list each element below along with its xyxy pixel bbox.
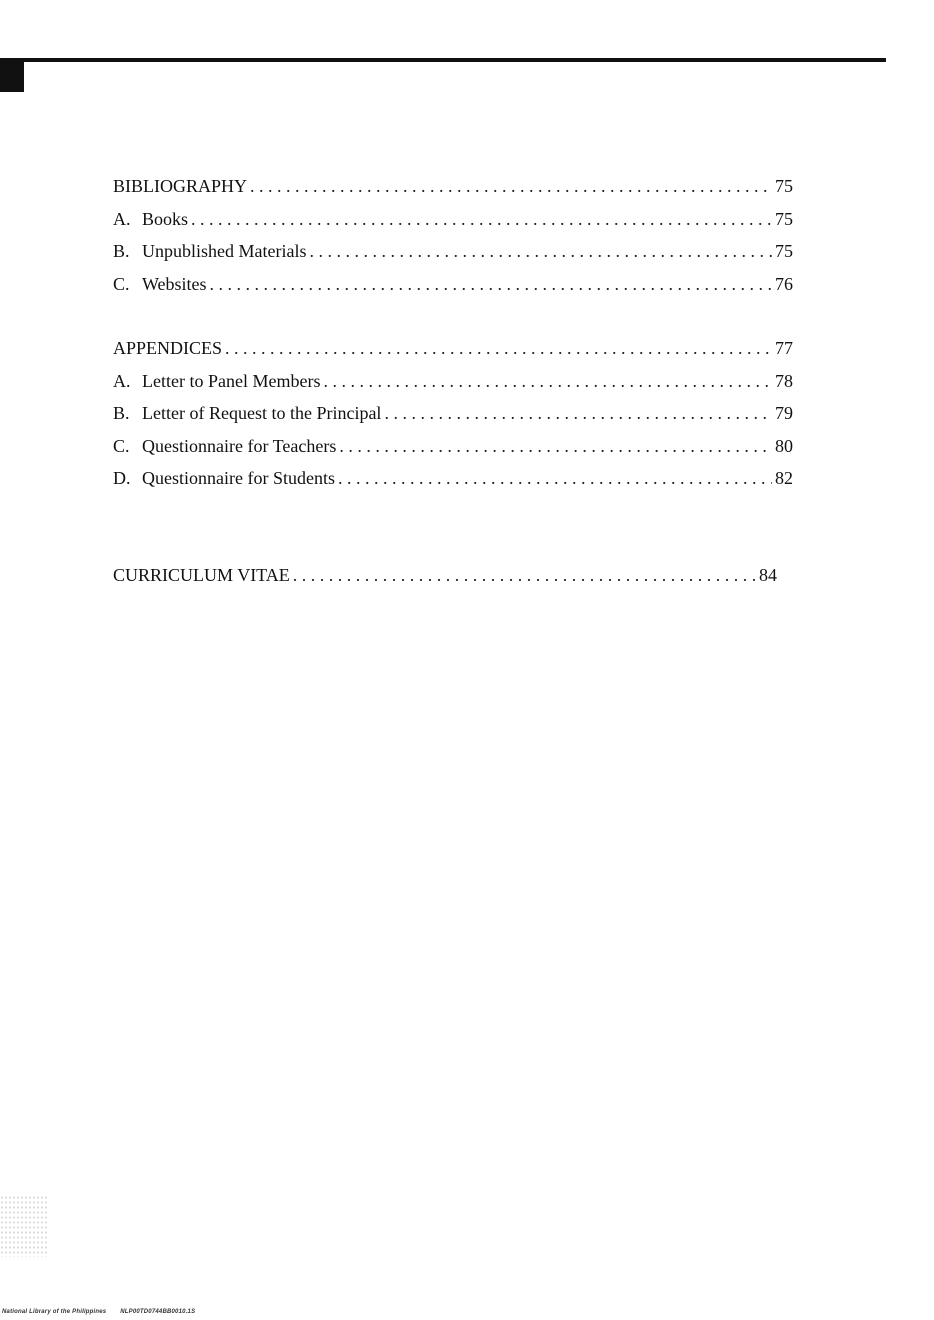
toc-entry-books[interactable] xyxy=(113,203,793,236)
toc-item-prefix: B. xyxy=(113,403,130,423)
toc-entry-unpublished-materials[interactable] xyxy=(113,235,793,268)
section-spacer xyxy=(113,495,793,559)
toc-page-number: 78 xyxy=(775,370,793,391)
toc-item-prefix: C. xyxy=(113,273,130,294)
toc-item-label: Questionnaire for Teachers xyxy=(142,435,337,456)
toc-item-prefix: B. xyxy=(113,241,130,261)
toc-item-label: Letter to Panel Members xyxy=(142,370,321,391)
toc-item-label: Websites xyxy=(142,273,207,294)
toc-item-prefix: A. xyxy=(113,208,131,229)
scan-corner-mark xyxy=(0,58,24,92)
toc-item-label: Unpublished Materials xyxy=(142,241,307,261)
toc-page-number: 77 xyxy=(775,338,793,358)
toc-item-prefix: A. xyxy=(113,370,131,391)
dot-leader xyxy=(309,235,772,267)
footer-library-name: National Library of the Philippines xyxy=(2,1309,107,1315)
dot-leader xyxy=(339,430,772,462)
toc-page-number: 80 xyxy=(775,435,793,456)
scan-footer xyxy=(2,1309,207,1315)
dot-leader xyxy=(384,397,772,429)
dot-leader xyxy=(323,365,772,397)
toc-entry-letter-to-principal[interactable] xyxy=(113,397,793,430)
toc-heading-label: APPENDICES xyxy=(113,338,223,358)
toc-page-number: 82 xyxy=(775,468,793,488)
toc-entry-letter-to-panel[interactable] xyxy=(113,365,793,398)
section-spacer xyxy=(113,300,793,332)
toc-page-number: 79 xyxy=(775,403,793,423)
toc-page-number: 76 xyxy=(775,273,793,294)
table-of-contents xyxy=(113,170,793,591)
dot-leader xyxy=(293,559,756,591)
toc-entry-appendices[interactable] xyxy=(113,332,793,365)
dot-leader xyxy=(191,203,772,235)
toc-entry-curriculum-vitae[interactable] xyxy=(113,559,777,592)
toc-item-prefix: D. xyxy=(113,468,131,488)
toc-heading-label: BIBLIOGRAPHY xyxy=(113,176,248,196)
dot-leader xyxy=(210,268,772,300)
dot-leader xyxy=(338,462,772,494)
toc-item-label: Books xyxy=(142,208,189,229)
toc-item-prefix: C. xyxy=(113,435,130,456)
scan-top-border xyxy=(0,58,886,62)
toc-page-number: 75 xyxy=(775,241,793,261)
toc-page-number: 84 xyxy=(759,564,777,585)
toc-page-number: 75 xyxy=(775,176,793,196)
scan-noise xyxy=(0,1195,48,1257)
toc-entry-websites[interactable] xyxy=(113,268,793,301)
toc-page-number: 75 xyxy=(775,208,793,229)
toc-heading-label: CURRICULUM VITAE xyxy=(113,564,290,585)
dot-leader xyxy=(225,332,772,364)
toc-entry-questionnaire-teachers[interactable] xyxy=(113,430,793,463)
footer-document-code: NLP00TD0744BB0010.1S xyxy=(120,1309,196,1315)
dot-leader xyxy=(250,170,772,202)
toc-entry-questionnaire-students[interactable] xyxy=(113,462,793,495)
toc-item-label: Questionnaire for Students xyxy=(142,468,335,488)
toc-item-label: Letter of Request to the Principal xyxy=(142,403,382,423)
toc-entry-bibliography[interactable] xyxy=(113,170,793,203)
